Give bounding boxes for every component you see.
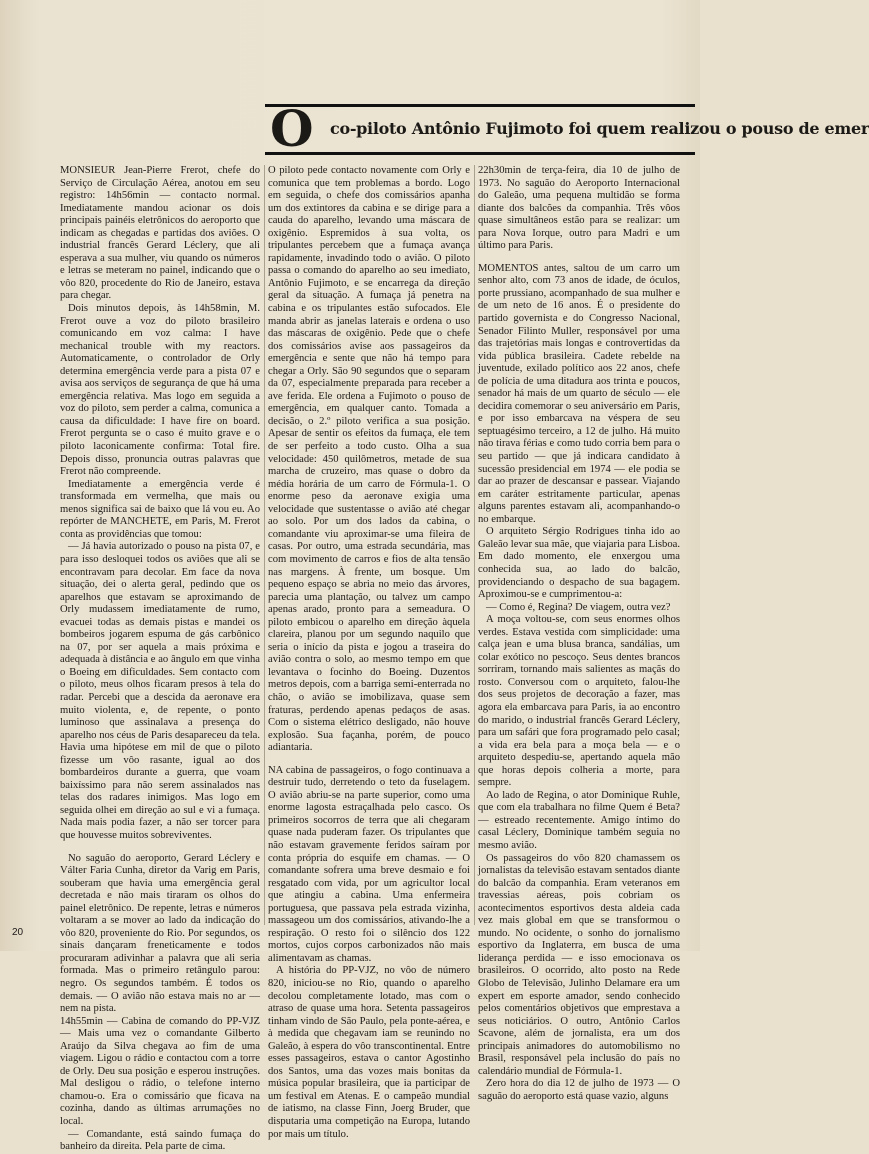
paragraph: No saguão do aeroporto, Gerard Léclery e Válter Faria Cunha, diretor da Varig em Paris, souberam que havia uma emergência geral decretada e não mais tiraram os olhos do painel eletrônico. De repente, letras e números voltaram a se mover ao lado da indicação do vôo 820, proveniente do Rio. Por segundos, os sinais dançaram freneticamente e todos procuraram adivinhar a palavra que ali seria formada. Mas o primeiro retângulo parou: negro. Os segundos também. É todos os demais. — O avião não estava mais no ar — nem na pista. [60,852,260,1015]
paragraph: O piloto pede contacto novamente com Orly e comunica que tem problemas a bordo. Logo em seguida, o chefe dos comissários apanha um dos extintores da cabina e se dirige para a cauda do aparelho, levando uma máscara de oxigênio. Espremidos à sua volta, os tripulantes percebem que a fumaça avança rapidamente, invadindo todo o avião. O piloto passa o comando do aparelho ao seu imediato, Antônio Fujimoto, e se encarrega da direção geral da situação. A fumaça já penetra na cabina e os tripulantes estão sufocados. Ele manda abrir as janelas laterais e ordena o uso das máscaras de oxigênio. Pede que o chefe dos comissários avise aos passageiros da emergência e sente que não há tempo para chegar a Orly. São 90 segundos que o separam da 07, especialmente preparada para receber a ave ferida. Ele ordena a Fujimoto o pouso de emergência, em qualquer canto. Tomada a decisão, o 2.º piloto verifica a sua posição. Apesar de sentir os efeitos da fumaça, ele tem de ser perfeito a todo custo. Olha a sua velocidade: 450 quilômetros, metade de sua marcha de cruzeiro, mas quase o dobro da média horária de um carro de Fórmula-1. O enorme peso da aeronave exigia uma velocidade que sustentasse o avião até chegar ao solo. Por um dos lados da cabina, o comandante viu aproximar-se uma fileira de casas. Por outro, uma estrada secundária, mas com movimento de carros e fios de alta tensão nas margens. À frente, um bosque. Um pequeno espaço se abria no meio das árvores, parecia uma plantação, ou talvez um campo apenas arado, pronto para a semeadura. O piloto embicou o aparelho em direção àquela clareira, planou por um segundo naquilo que seria o início da pista e jogou a traseira do avião contra o solo, ao mesmo tempo em que levantava o focinho do Boeing. Duzentos metros depois, com a barriga semi-enterrada no chão, o avião se imobilizava, quase sem fraturas, perdendo apenas pedaços de asas. Com o sistema elétrico desligado, não houve explosão. Sua façanha, porém, de pouco adiantaria. [268,165,470,754]
paragraph: NA cabina de passageiros, o fogo continuava a destruir tudo, derretendo o teto da fuselagem. O avião abriu-se na parte superior, como uma enorme lagosta estraçalhada pelo casco. Os primeiros socorros de terra que ali chegaram quase nada puderam fazer. Os tripulantes que não estavam gravemente feridos saíram por conta própria do esquife em chamas. — O comandante sofrera uma breve desmaio e foi resgatado com vida, por um agricultor local que atingiu a cabina. Uma enfermeira portuguesa, que passava pela estrada vizinha, massageou um dos comissários, ativando-lhe a respiração. O resto foi o silêncio dos 122 mortos, cujos corpos carbonizados não mais alimentavam as chamas. [268,764,470,964]
paragraph: A moça voltou-se, com seus enormes olhos verdes. Estava vestida com simplicidade: uma calça jean e uma blusa branca, sandálias, um colar exótico no pescoço. Seus dentes brancos sorriram, tornando mais salientes as maçãs do rosto. Conversou com o arquiteto, falou-lhe dos seus projetos de decoração a fazer, mas agora ela embarcava para Paris, ia ao encontro do marido, o industrial francês Gerard Léclery, para um safári que fora programado pelo casal; a vida era bela para a moça bela — e o arquiteto despediu-se, apertando aquela mão que horas depois colheria a morte, para sempre. [478,614,680,789]
headline-initial: O [270,99,314,158]
article-column-2 [268,165,470,1140]
article-column-3 [478,165,680,1102]
paragraph: MONSIEUR Jean-Pierre Frerot, chefe do Serviço de Circulação Aérea, anotou em seu registro: 14h56min — contacto normal. Imediatamente mandou acionar os dois principais painéis eletrônicos do aeroporto que indicam as chegadas e partidas dos aviões. O industrial francês Gerard Léclery, que ali esperava a sua mulher, viu quando os números e letras se meteram no painel, indicando que o vôo 820, procedente do Rio de Janeiro, estava para chegar. [60,165,260,302]
paragraph: A história do PP-VJZ, no vôo de número 820, iniciou-se no Rio, quando o aparelho decolou completamente lotado, mas com o atraso de quase uma hora. Setenta passageiros tinham vindo de São Paulo, pela ponte-aérea, e à medida que chegavam iam se reunindo no Galeão, à espera do vôo transcontinental. Entre esses passageiros, estava o cantor Agostinho dos Santos, uma das vozes mais bonitas da música popular brasileira, que ia participar de um festival em Atenas. E o campeão mundial de iatismo, na classe Finn, Joerg Bruder, que disputaria uma competição na Europa, lutando por mais um título. [268,965,470,1140]
article-column-1 [60,165,260,1153]
paragraph: Dois minutos depois, às 14h58min, M. Frerot ouve a voz do piloto brasileiro comunicando em voz calma: I have mechanical trouble with my reactors. Automaticamente, o controlador de Orly determina emergência verde para a pista 07 e avisa aos serviços de segurança de que há uma emergência relativa. Mas logo em seguida a voz do piloto, sem perder a calma, comunica a causa da dificuldade: I have fire on board. Frerot pergunta se o caso é muito grave e o piloto laconicamente confirma: Total fire. Depois disso, pronuncia outras palavras que Frerot não compreende. [60,303,260,478]
paragraph: MOMENTOS antes, saltou de um carro um senhor alto, com 73 anos de idade, de óculos, porte prussiano, acompanhado de sua mulher e de um neto de 16 anos. É o presidente do partido governista e do Congresso Nacional, Senador Filinto Muller, responsável por uma das trajetórias mais longas e controvertidas da vida pública brasileira. Cadete rebelde na juventude, exilado político aos 22 anos, chefe de polícia de uma ditadura aos trinta e poucos, senador há mais de um quarto de século — ele decidira comemorar o seu aniversário em Paris, e por isso embarcava na véspera de seu septuagésimo terceiro, a 12 de julho. Há muito não tirava férias e como tudo corria bem para o seu partido — que já indicara candidato à sucessão presidencial em 1974 — ele podia se dar ao prazer de descansar e passear. Viajando em caráter estritamente particular, apenas alguns parentes estavam ali, acompanhando-o no embarque. [478,262,680,525]
paragraph: 14h55min — Cabina de comando do PP-VJZ — Mais uma vez o comandante Gilberto Araújo da Silva chegava ao fim de uma viagem. Ligou o rádio e contactou com a torre de Orly. Deu sua posição e esperou instruções. Mal desligou o rádio, o telefone interno chamou-o. Era o comissário que ficava na cozinha, dando as últimas arrumações no local. [60,1015,260,1128]
paragraph: — Comandante, está saindo fumaça do banheiro da direita. Pela parte de cima. [60,1128,260,1153]
paragraph: Zero hora do dia 12 de julho de 1973 — O saguão do aeroporto está quase vazio, alguns [478,1078,680,1102]
paragraph: — Como é, Regina? De viagem, outra vez? [486,601,671,613]
paragraph: Ao lado de Regina, o ator Dominique Ruhle, que com ela trabalhara no filme Quem é Beta? — estreado recentemente. Amigo íntimo do casal Léclery, Dominique também seguia no mesmo avião. [478,789,680,851]
paragraph: 22h30min de terça-feira, dia 10 de julho de 1973. No saguão do Aeroporto Internacional do Galeão, uma pequena multidão se forma diante dos balcões da companhia. Três vôos quase simultâneos estão para se realizar: um para Nova Iorque, outro para Madri e um último para Paris. [478,165,680,252]
headline: co-piloto Antônio Fujimoto foi quem realizou o pouso de emer [330,119,869,138]
paragraph: O arquiteto Sérgio Rodrigues tinha ido ao Galeão levar sua mãe, que viajaria para Lisboa. Em dado momento, ele enxergou uma conhecida sua, ao lado do balcão, providenciando o despacho de sua bagagem. Aproximou-se e cumprimentou-a: [478,526,680,601]
headline-rule-top [265,104,695,107]
column-divider [264,165,265,925]
paragraph: Imediatamente a emergência verde é transformada em vermelha, que mais ou menos significa sai de baixo que lá vou eu. Ao repórter de MANCHETE, em Paris, M. Frerot conta as providências que tomou: [60,478,260,540]
paragraph: — Já havia autorizado o pouso na pista 07, e para isso desloquei todos os aviões que ali se encontravam para decolar. Em face da nova situação, dei o alerta geral, pedindo que os aparelhos que estavam se aproximando de Orly mudassem imediatamente de rumo, evacuei todas as demais pistas e mandei os bombeiros jogarem espuma de gás carbônico na 07, por ser aquela a mais próxima e adequada à distância e ao ângulo em que vinha o Boeing em dificuldades. Sem contacto com o piloto, meus olhos ficaram presos à tela do radar. Percebi que a descida da aeronave era muito violenta, e, de repente, o ponto luminoso que assinalava a presença do aparelho nos céus de Paris desapareceu da tela. Havia uma hipótese em mil de que o piloto fizesse um vôo rasante, igual ao dos bombardeiros durante a guerra, que voam baixíssimo para não serem assinalados nas telas dos radares inimigos. Mas logo em seguida olhei em direção ao sul e vi a fumaça. Nada mais podia fazer, a não ser torcer para que houvesse muitos sobreviventes. [60,541,260,841]
column-divider [474,165,475,925]
paragraph: Os passageiros do vôo 820 chamassem os jornalistas da televisão estavam sentados diante do balcão da companhia. Eram veteranos em travessias aéreas, pois cobriam os acontecimentos esportivos desta aldeia cada vez mais global em que se transformou o mundo. No ocidente, o sonho do jornalismo esportivo da Inglaterra, em busca de uma liderança perdida — e isso emocionava os brasileiros. O ocorrido, alto posto na Rede Globo de Televisão, Julinho Delamare era um expert em esporte amador, sendo conhecido pelos comentários objetivos que emprestava a seus noticiários. O outro, Antônio Carlos Scavone, além de jornalista, era um dos principais animadores do automobilismo no Brasil, responsável pela inclusão do país no calendário mundial de Fórmula-1. [478,852,680,1077]
page-number: 20 [12,927,24,938]
headline-rule-bottom [265,152,695,155]
